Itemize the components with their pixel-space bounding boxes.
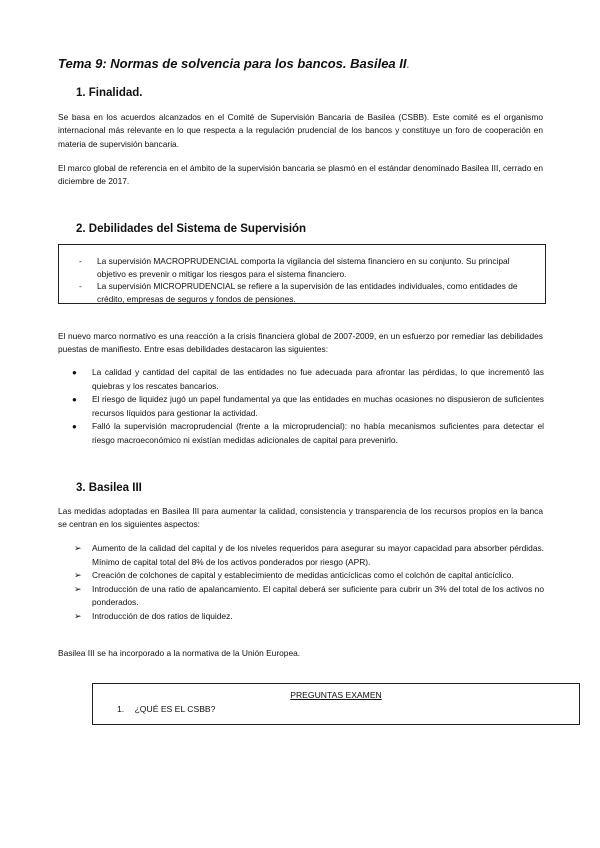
list-item-text: Introducción de dos ratios de liquidez. <box>92 610 233 621</box>
list-item-text: El riesgo de liquidez jugó un papel fundamental ya que las entidades en muchas ocasiones no dispusieron de suficientes recursos líquidos para gestionar la actividad. <box>92 394 544 418</box>
page-title-suffix: . <box>406 56 411 71</box>
list-item-text: Aumento de la calidad del capital y de los niveles requeridos para asegurar su mayor capacidad para absorber pérdidas. Mínimo de capital total del 8% de los activos ponderados por riesgo (APR). <box>92 543 544 567</box>
bullet-icon: ● <box>72 395 77 405</box>
section-1-heading: 1. Finalidad. <box>76 87 143 99</box>
section-3-intro: Las medidas adoptadas en Basilea III para aumentar la calidad, consistencia y transparencia de los recursos propios en la banca se centran en los siguientes aspectos: <box>58 506 543 530</box>
exam-questions-box <box>92 683 580 725</box>
list-item <box>58 366 544 393</box>
dash-marker: - <box>79 281 82 292</box>
page-title-text: Tema 9: Normas de solvencia para los bancos. Basilea II <box>58 56 407 71</box>
dash-marker: - <box>79 256 82 266</box>
basilea-measures-list <box>58 542 544 624</box>
bullet-icon: ● <box>72 422 77 432</box>
section-2-heading: 2. Debilidades del Sistema de Supervisión <box>76 223 307 235</box>
bullet-icon: ● <box>72 368 77 377</box>
section-1-paragraph-1: Se basa en los acuerdos alcanzados en el Comité de Supervisión Bancaria de Basilea (CSBB). Este comité es el organismo internacional más relevante en lo que respecta a la regulación prudencial de los bancos y constituye un foro de cooperación en materia de supervisión bancaria. <box>58 112 543 149</box>
list-item-text: Creación de colchones de capital y establecimiento de medidas anticíclicas como el colchón de capital anticíclico. <box>92 570 514 581</box>
definition-item-macro <box>71 255 535 280</box>
exam-question-text: ¿QUÉ ES EL CSBB? <box>134 704 216 714</box>
page-title <box>58 56 410 71</box>
definition-item-micro <box>71 280 535 305</box>
list-item <box>58 569 544 583</box>
list-item-text: Falló la supervisión macroprudencial (frente a la microprudencial): no había mecanismos suficientes para detectar el riesgo macroeconómico ni existían medidas adicionales de capital para prevenirlo. <box>92 421 544 445</box>
definition-text-micro: La supervisión MICROPRUDENCIAL se refiere a la supervisión de las entidades individuales, como entidades de crédito, empresas de seguros y fondos de pensiones. <box>97 281 518 304</box>
exam-question-number: 1. <box>117 704 125 714</box>
weaknesses-list <box>58 366 544 448</box>
section-3-closing: Basilea III se ha incorporado a la normativa de la Unión Europea. <box>58 648 301 658</box>
definition-text-macro: La supervisión MACROPRUDENCIAL comporta la vigilancia del sistema financiero en su conjunto. Su principal objetivo es prevenir o mitigar los riesgos para el sistema financiero. <box>97 256 510 279</box>
section-2-intro: El nuevo marco normativo es una reacción a la crisis financiera global de 2007-2009, en un esfuerzo por remediar las debilidades puestas de manifiesto. Entre esas debilidades destacaron las siguientes: <box>58 331 543 355</box>
supervision-definitions-box <box>58 244 546 304</box>
exam-box-title: PREGUNTAS EXAMEN <box>290 690 382 700</box>
list-item <box>58 420 544 447</box>
list-item <box>58 583 544 610</box>
arrow-bullet-icon: ➢ <box>74 543 82 553</box>
list-item <box>58 542 544 569</box>
list-item-text: Introducción de una ratio de apalancamiento. El capital deberá ser suficiente para cubrir un 3% del total de los activos no ponderados. <box>92 583 544 608</box>
section-3-heading: 3. Basilea III <box>76 482 142 494</box>
list-item <box>58 393 544 420</box>
arrow-bullet-icon: ➢ <box>74 570 82 581</box>
list-item <box>58 610 544 624</box>
arrow-bullet-icon: ➢ <box>74 610 82 621</box>
section-1-paragraph-2: El marco global de referencia en el ámbito de la supervisión bancaria se plasmó en el estándar denominado Basilea III, cerrado en diciembre de 2017. <box>58 163 543 187</box>
exam-question <box>117 704 215 714</box>
arrow-bullet-icon: ➢ <box>74 583 82 594</box>
list-item-text: La calidad y cantidad del capital de las entidades no fue adecuada para afrontar las pérdidas, lo que incrementó las quiebras y los rescates bancarios. <box>92 367 544 391</box>
